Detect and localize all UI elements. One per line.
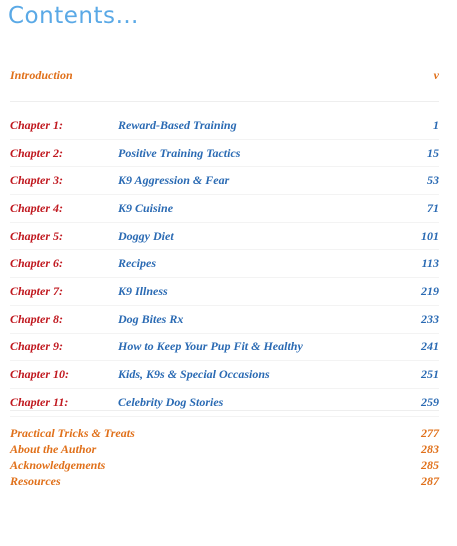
- entry-label: Practical Tricks & Treats: [10, 425, 135, 440]
- chapter-number: Chapter 9:: [10, 339, 64, 354]
- chapter-page: 259: [421, 394, 439, 409]
- chapter-page: 233: [421, 311, 439, 326]
- toc-entry-chapter-6[interactable]: [10, 250, 439, 278]
- entry-label: About the Author: [10, 441, 97, 456]
- chapter-page: 53: [427, 173, 439, 188]
- chapter-page: 101: [421, 228, 439, 243]
- entry-page: 283: [421, 441, 439, 456]
- back-matter-list: [10, 425, 439, 489]
- chapter-title: K9 Cuisine: [118, 200, 174, 215]
- chapter-title: K9 Aggression & Fear: [118, 173, 230, 188]
- chapter-number: Chapter 3:: [10, 173, 64, 188]
- toc-entry-chapter-10[interactable]: [10, 361, 439, 389]
- chapter-page: 251: [421, 367, 439, 382]
- chapter-page: 1: [433, 117, 439, 132]
- toc-entry-chapter-3[interactable]: [10, 167, 439, 195]
- chapter-list: [10, 112, 439, 417]
- chapter-title: Doggy Diet: [118, 228, 174, 243]
- chapter-page: 15: [427, 145, 439, 160]
- chapter-page: 219: [421, 283, 439, 298]
- chapter-number: Chapter 5:: [10, 228, 64, 243]
- chapter-page: 71: [427, 200, 439, 215]
- toc-entry-chapter-4[interactable]: [10, 195, 439, 223]
- toc-entry-chapter-8[interactable]: [10, 306, 439, 334]
- toc-entry-resources[interactable]: [10, 473, 439, 489]
- chapter-number: Chapter 1:: [10, 117, 64, 132]
- chapter-title: How to Keep Your Pup Fit & Healthy: [118, 339, 303, 354]
- toc-entry-chapter-1[interactable]: [10, 112, 439, 140]
- entry-page: 277: [421, 425, 439, 440]
- toc-entry-chapter-11[interactable]: [10, 389, 439, 417]
- page-title: Contents…: [8, 3, 139, 29]
- entry-page: 287: [421, 473, 439, 488]
- chapter-title: K9 Illness: [118, 283, 168, 298]
- chapter-title: Kids, K9s & Special Occasions: [118, 367, 270, 382]
- divider: [10, 410, 439, 411]
- chapter-number: Chapter 2:: [10, 145, 64, 160]
- divider: [10, 101, 439, 102]
- toc-entry-acknowledgements[interactable]: [10, 457, 439, 473]
- chapter-number: Chapter 6:: [10, 256, 64, 271]
- introduction-page: v: [433, 67, 439, 82]
- toc-entry-introduction[interactable]: [10, 66, 439, 84]
- entry-page: 285: [421, 457, 439, 472]
- chapter-page: 241: [421, 339, 439, 354]
- chapter-title: Reward-Based Training: [118, 117, 237, 132]
- toc-entry-chapter-5[interactable]: [10, 223, 439, 251]
- chapter-number: Chapter 7:: [10, 283, 64, 298]
- chapter-title: Positive Training Tactics: [118, 145, 241, 160]
- chapter-title: Celebrity Dog Stories: [118, 394, 224, 409]
- chapter-number: Chapter 8:: [10, 311, 64, 326]
- entry-label: Resources: [10, 473, 61, 488]
- toc-entry-chapter-2[interactable]: [10, 140, 439, 168]
- introduction-label: Introduction: [10, 67, 73, 82]
- chapter-number: Chapter 11:: [10, 394, 69, 409]
- toc-entry-chapter-7[interactable]: [10, 278, 439, 306]
- toc-entry-about-the-author[interactable]: [10, 441, 439, 457]
- chapter-title: Dog Bites Rx: [118, 311, 184, 326]
- chapter-title: Recipes: [118, 256, 156, 271]
- chapter-number: Chapter 4:: [10, 200, 64, 215]
- chapter-page: 113: [421, 256, 439, 271]
- chapter-number: Chapter 10:: [10, 367, 70, 382]
- toc-entry-chapter-9[interactable]: [10, 334, 439, 362]
- entry-label: Acknowledgements: [10, 457, 106, 472]
- toc-entry-practical-tricks[interactable]: [10, 425, 439, 441]
